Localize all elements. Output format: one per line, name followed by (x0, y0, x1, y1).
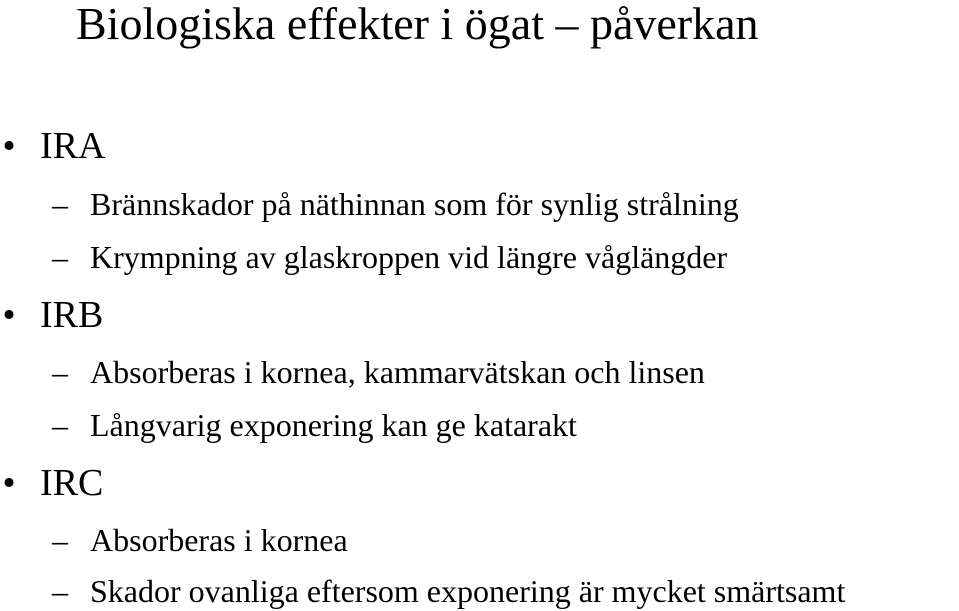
dash-icon: – (52, 573, 68, 609)
dash-icon: – (52, 407, 68, 443)
bullet-heading: IRB (40, 294, 104, 336)
slide-title: Biologiska effekter i ögat – påverkan (76, 0, 759, 49)
sub-item-text: Absorberas i kornea (90, 522, 348, 558)
sub-item-text: Krympning av glaskroppen vid längre våglängder (90, 239, 728, 275)
bullet-heading: IRC (40, 462, 104, 504)
sub-item-text: Brännskador på näthinnan som för synlig strålning (90, 186, 739, 222)
bullet-icon: • (2, 294, 16, 336)
sub-item-text: Långvarig exponering kan ge katarakt (90, 407, 577, 443)
dash-icon: – (52, 522, 68, 558)
bullet-icon: • (2, 462, 16, 504)
bullet-heading: IRA (40, 125, 106, 167)
bullet-icon: • (2, 125, 16, 167)
sub-item-text: Absorberas i kornea, kammarvätskan och linsen (90, 354, 705, 390)
dash-icon: – (52, 354, 68, 390)
dash-icon: – (52, 239, 68, 275)
dash-icon: – (52, 186, 68, 222)
sub-item-text: Skador ovanliga eftersom exponering är mycket smärtsamt (90, 573, 846, 609)
